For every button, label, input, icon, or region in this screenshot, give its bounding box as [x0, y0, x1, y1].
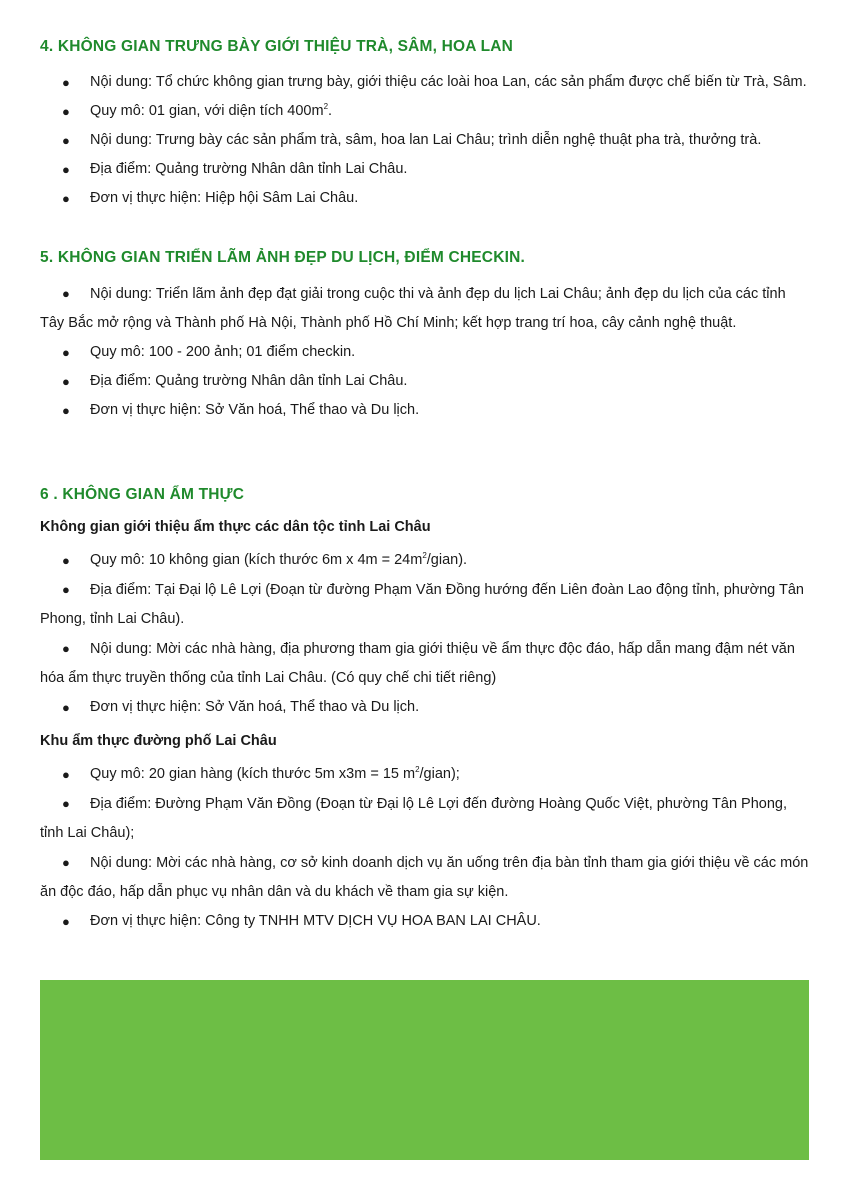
- list-item: ● Nội dung: Tổ chức không gian trưng bày, giới thiệu các loài hoa Lan, các sản phẩm được chế biến từ Trà, Sâm.: [40, 68, 810, 97]
- list-item: ● Địa điểm: Quảng trường Nhân dân tỉnh Lai Châu.: [40, 367, 810, 396]
- list-item: ● Đơn vị thực hiện: Công ty TNHH MTV DỊCH VỤ HOA BAN LAI CHÂU.: [40, 907, 810, 936]
- bullet-icon: ●: [62, 641, 70, 656]
- section-5-list: [40, 279, 810, 425]
- section-5-title: 5. KHÔNG GIAN TRIỂN LÃM ẢNH ĐẸP DU LỊCH, ĐIỂM CHECKIN.: [40, 249, 526, 266]
- bullet-icon: ●: [62, 855, 70, 870]
- section-4-list: [40, 68, 810, 213]
- list-item: ● Quy mô: 100 - 200 ảnh; 01 điểm checkin.: [40, 338, 810, 367]
- bullet-icon: ●: [62, 345, 70, 360]
- bullet-icon: ●: [62, 374, 70, 389]
- list-item: ● Địa điểm: Tại Đại lộ Lê Lợi (Đoạn từ đường Phạm Văn Đồng hướng đến Liên đoàn Lao động tỉnh, phường Tân Phong, tỉnh Lai Châu).: [40, 575, 810, 634]
- section-6-title: 6 . KHÔNG GIAN ẨM THỰC: [40, 486, 245, 503]
- list-item: ● Đơn vị thực hiện: Hiệp hội Sâm Lai Châu.: [40, 184, 810, 213]
- subsection-2-list: [40, 760, 810, 936]
- bullet-icon: ●: [62, 582, 70, 597]
- bullet-icon: ●: [62, 767, 70, 782]
- list-item: ● Quy mô: 01 gian, với diện tích $400m^2$.: [40, 97, 810, 126]
- subsection-title: Không gian giới thiệu ẩm thực các dân tộc tỉnh Lai Châu: [40, 519, 431, 535]
- section-4: [40, 36, 810, 213]
- list-item: ● Đơn vị thực hiện: Sở Văn hoá, Thể thao và Du lịch.: [40, 396, 810, 425]
- bullet-icon: ●: [62, 914, 70, 929]
- subsection-1-list: [40, 546, 810, 722]
- bullet-icon: ●: [62, 403, 70, 418]
- bullet-icon: ●: [62, 104, 70, 119]
- bullet-icon: ●: [62, 133, 70, 148]
- section-4-title: 4. KHÔNG GIAN TRƯNG BÀY GIỚI THIỆU TRÀ, SÂM, HOA LAN: [40, 38, 514, 55]
- bullet-icon: ●: [62, 286, 70, 301]
- section-6: [40, 484, 810, 936]
- bullet-icon: ●: [62, 162, 70, 177]
- list-item: ● Nội dung: Mời các nhà hàng, cơ sở kinh doanh dịch vụ ăn uống trên địa bàn tỉnh tham gia giới thiệu về các món ăn độc đáo, hấp dẫn phục vụ nhân dân và du khách về tham gia sự kiện.: [40, 848, 810, 907]
- bullet-icon: ●: [62, 191, 70, 206]
- bullet-icon: ●: [62, 553, 70, 568]
- bullet-icon: ●: [62, 75, 70, 90]
- list-item: ● Nội dung: Trưng bày các sản phẩm trà, sâm, hoa lan Lai Châu; trình diễn nghệ thuật pha trà, thưởng trà.: [40, 126, 810, 155]
- list-item: ● Nội dung: Mời các nhà hàng, địa phương tham gia giới thiệu về ẩm thực độc đáo, hấp dẫn mang đậm nét văn hóa ẩm thực truyền thống của tỉnh Lai Châu. (Có quy chế chi tiết riêng): [40, 634, 810, 693]
- list-item: ● Nội dung: Triển lãm ảnh đẹp đạt giải trong cuộc thi và ảnh đẹp du lịch Lai Châu; ảnh đẹp du lịch của các tỉnh Tây Bắc mở rộng và Thành phố Hà Nội, Thành phố Hồ Chí Minh; kết hợp trang trí hoa, cây cảnh nghệ thuật.: [40, 279, 810, 338]
- list-item: ● Địa điểm: Đường Phạm Văn Đồng (Đoạn từ Đại lộ Lê Lợi đến đường Hoàng Quốc Việt, phường Tân Phong, tỉnh Lai Châu);: [40, 789, 810, 848]
- list-item: ● Quy mô: 10 không gian (kích thước 6m x $4m = 24m^2/gian$).: [40, 546, 810, 575]
- subsection-title: Khu ẩm thực đường phố Lai Châu: [40, 733, 277, 749]
- bullet-icon: ●: [62, 796, 70, 811]
- list-item: ● Địa điểm: Quảng trường Nhân dân tỉnh Lai Châu.: [40, 155, 810, 184]
- bullet-icon: ●: [62, 700, 70, 715]
- footer-green-block: [40, 980, 809, 1160]
- section-5: [40, 247, 810, 425]
- list-item: ● Quy mô: 20 gian hàng (kích thước 5m x3m = 15 $m^2/gian$);: [40, 760, 810, 789]
- list-item: ● Đơn vị thực hiện: Sở Văn hoá, Thể thao và Du lịch.: [40, 693, 810, 722]
